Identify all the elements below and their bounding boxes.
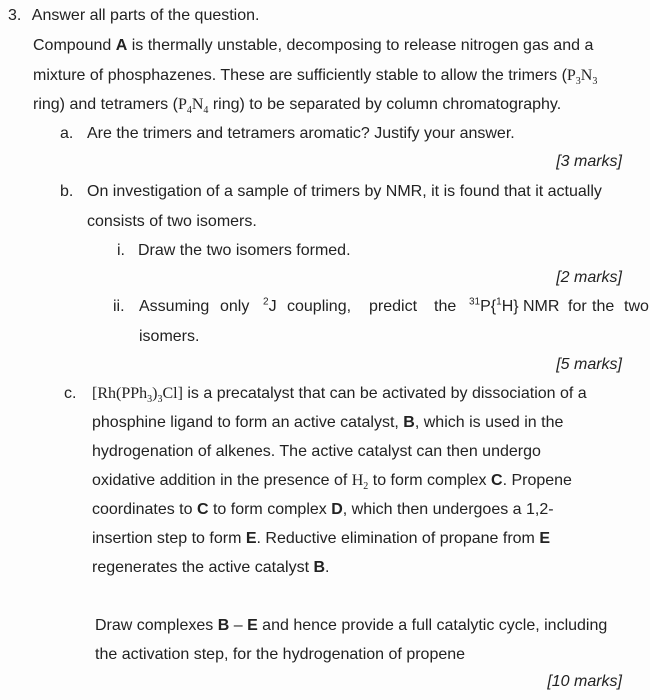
part-b-line-1: b. On investigation of a sample of trimers by NMR, it is found that it actually bbox=[60, 183, 602, 200]
part-a bbox=[60, 124, 515, 144]
part-b-ii-label: ii. bbox=[113, 298, 125, 315]
tetramer-formula: $P_4N_4$ bbox=[177, 96, 209, 117]
trimer-formula: $P_3N_3$ bbox=[566, 67, 598, 88]
part-a-label: a. bbox=[60, 125, 74, 142]
part-c-line-2: phosphine ligand to form an active catalyst, B, which is used in the bbox=[92, 414, 564, 431]
part-c-line-4: oxidative addition in the presence of $H_2$ to form complex C. Propene bbox=[92, 472, 572, 493]
part-b-i-label: i. bbox=[117, 242, 125, 259]
part-c-line-3: hydrogenation of alkenes. The active catalyst can then undergo bbox=[92, 443, 541, 460]
question-number: 3. bbox=[8, 7, 22, 24]
nmr-nucleus-31p: $^{31}$P{$^1$H} bbox=[469, 296, 519, 315]
question-instruction: Answer all parts of the question. bbox=[31, 7, 260, 24]
question-header bbox=[8, 6, 259, 26]
part-a-marks: [3 marks] bbox=[556, 153, 622, 170]
part-c-draw-line-2: the activation step, for the hydrogenation of propene bbox=[95, 646, 466, 663]
intro-line-3: ring) and tetramers ($P_4N_4$ ring) to be separated by column chromatography. bbox=[33, 96, 562, 117]
part-c-line-5: coordinates to C to form complex D, which then undergoes a 1,2- bbox=[92, 501, 554, 518]
part-b-i bbox=[117, 241, 351, 261]
part-b-ii-marks: [5 marks] bbox=[556, 356, 622, 373]
part-b-i-marks: [2 marks] bbox=[556, 269, 622, 286]
part-c-marks: [10 marks] bbox=[547, 673, 622, 690]
intro-line-2: mixture of phosphazenes. These are sufficiently stable to allow the trimers ($P_3N_3$ bbox=[33, 67, 598, 88]
intro-line-1: Compound A is thermally unstable, decomposing to release nitrogen gas and a bbox=[33, 37, 594, 54]
part-c-label: c. bbox=[64, 385, 77, 402]
part-b-ii-line-1: ii. Assuming only $^2$J coupling, predict the $^{31}$P{$^1$H} NMR for the two bbox=[113, 296, 649, 315]
compound-a-label: A bbox=[115, 37, 128, 54]
part-b-ii-line-2: isomers. bbox=[139, 328, 200, 345]
part-b-line-2: consists of two isomers. bbox=[87, 213, 257, 230]
part-c-draw-line-1: Draw complexes B – E and hence provide a full catalytic cycle, including bbox=[95, 617, 608, 634]
part-c-line-6: insertion step to form E. Reductive elimination of propane from E bbox=[92, 530, 550, 547]
part-a-text: Are the trimers and tetramers aromatic? Justify your answer. bbox=[87, 125, 515, 142]
nmr-coupling-2j: $^2$J bbox=[263, 296, 277, 315]
part-c-line-7: regenerates the active catalyst B. bbox=[92, 559, 330, 576]
part-b-i-text: Draw the two isomers formed. bbox=[138, 242, 351, 259]
part-b-label: b. bbox=[60, 183, 74, 200]
part-c-line-1: c. $[Rh(PPh_3)_3Cl]$ is a precatalyst that can be activated by dissociation of a bbox=[64, 385, 587, 406]
precatalyst-formula: $[Rh(PPh_3)_3Cl]$ bbox=[92, 385, 183, 406]
